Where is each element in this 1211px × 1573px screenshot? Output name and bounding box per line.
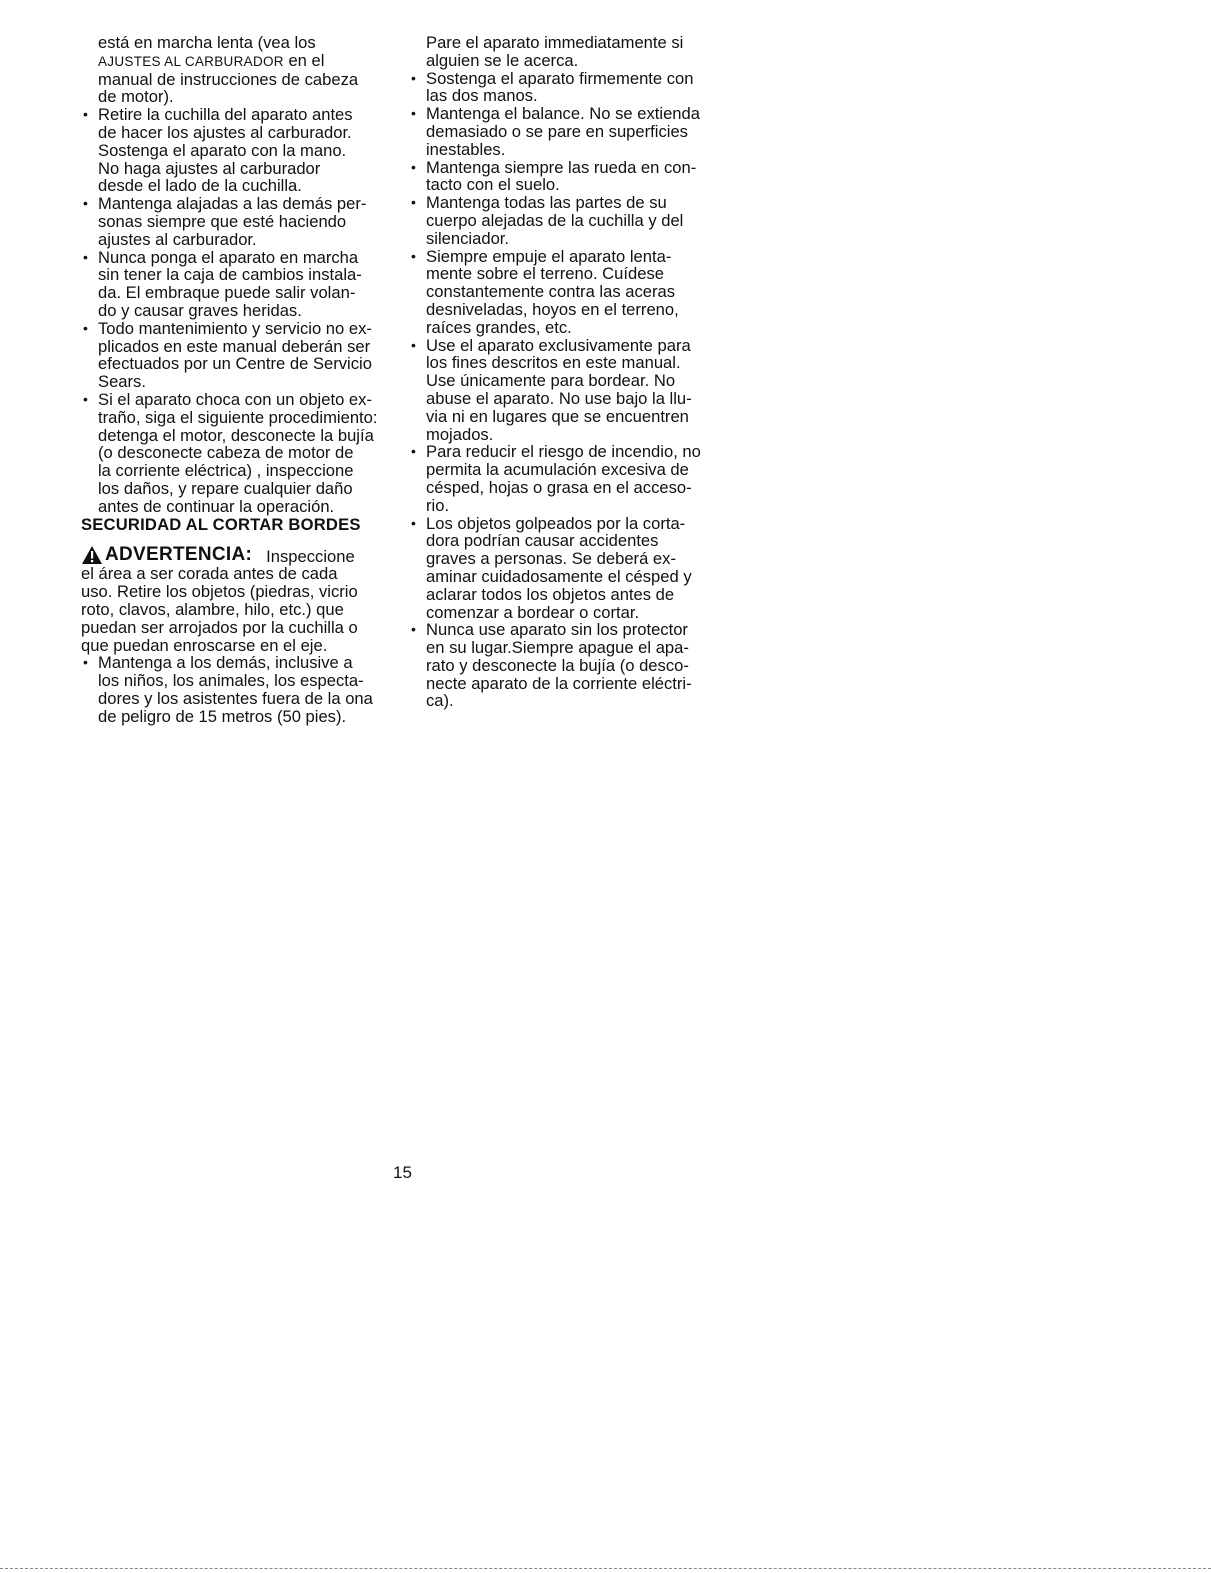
intro-line: AJUSTES AL CARBURADOR en el — [98, 50, 325, 70]
bullet-continuation: No haga ajustes al carburador — [98, 158, 321, 178]
bullet-continuation: dores y los asistentes fuera de la ona — [98, 688, 373, 708]
bullet-continuation: do y causar graves heridas. — [98, 300, 302, 320]
bullet-continuation: de peligro de 15 metros (50 pies). — [98, 706, 347, 726]
bullet-continuation: graves a personas. Se deberá ex- — [426, 549, 676, 569]
bullet-continuation: mente sobre el terreno. Cuídese — [426, 264, 664, 284]
bullet-continuation: tacto con el suelo. — [426, 175, 560, 195]
bullet-continuation: comenzar a bordear o cortar. — [426, 602, 640, 622]
left-column — [81, 34, 381, 725]
warning-line — [81, 545, 381, 565]
bullet-continuation: sin tener la caja de cambios instala- — [98, 265, 362, 285]
warning-text-line: que puedan enroscarse en el eje. — [81, 635, 328, 655]
warning-first-word: Inspeccione — [266, 546, 355, 566]
bullet-item: • Nunca use aparato sin los protector — [409, 621, 729, 639]
bullet-continuation: abuse el aparato. No use bajo la llu- — [426, 388, 692, 408]
warning-text-line: el área a ser corada antes de cada — [81, 564, 338, 584]
bullet-continuation: sonas siempre que esté haciendo — [98, 211, 347, 231]
warning-text-line: puedan ser arrojados por la cuchilla o — [81, 617, 358, 637]
bullet-continuation: los niños, los animales, los especta- — [98, 671, 364, 691]
bullet-continuation: mojados. — [426, 424, 494, 444]
bullet-continuation: ajustes al carburador. — [98, 229, 257, 249]
bullet-continuation: inestables. — [426, 139, 506, 159]
bullet-continuation: Sostenga el aparato con la mano. — [98, 140, 347, 160]
bullet-item: • Mantenga alajadas a las demás per- — [81, 195, 381, 213]
bullet-continuation: detenga el motor, desconecte la bujía — [98, 425, 374, 445]
page-number: 15 — [393, 1163, 412, 1182]
warning-label: ADVERTENCIA: — [105, 544, 253, 566]
bullet-continuation: rio. — [426, 495, 450, 515]
bullet-continuation: aminar cuidadosamente el césped y — [426, 566, 692, 586]
bullet-item: • Mantenga a los demás, inclusive a — [81, 654, 381, 672]
bullet-continuation: permita la acumulación excesiva de — [426, 460, 689, 480]
left-bullet-list-2 — [81, 654, 381, 725]
bullet-continuation: Sears. — [98, 372, 146, 392]
bullet-continuation: las dos manos. — [426, 86, 538, 106]
bullet-item: • Mantenga el balance. No se extienda — [409, 105, 729, 123]
bullet-continuation: desde el lado de la cuchilla. — [98, 176, 302, 196]
bullet-continuation: desniveladas, hoyos en el terreno, — [426, 299, 679, 319]
bullet-continuation: efectuados por un Centre de Servicio — [98, 354, 372, 374]
bullet-item: • Mantenga siempre las rueda en con- — [409, 159, 729, 177]
bullet-continuation: antes de continuar la operación. — [98, 496, 335, 516]
bullet-continuation: silenciador. — [426, 228, 510, 248]
bullet-item: • Mantenga todas las partes de su — [409, 194, 729, 212]
bullet-item: • Para reducir el riesgo de incendio, no — [409, 443, 729, 461]
bullet-continuation: en su lugar.Siempre apague el apa- — [426, 638, 689, 658]
bullet-continuation: demasiado o se pare en superficies — [426, 121, 688, 141]
bullet-item: • Sostenga el aparato firmemente con — [409, 70, 729, 88]
intro-line: Pare el aparato immediatamente si — [426, 33, 684, 52]
bullet-continuation: Use únicamente para bordear. No — [426, 371, 676, 391]
section-heading: SECURIDAD AL CORTAR BORDES — [81, 514, 361, 534]
bullet-item: • Todo mantenimiento y servicio no ex- — [81, 320, 381, 338]
left-bullet-list — [81, 106, 381, 515]
footer-divider — [0, 1568, 1211, 1569]
bullet-continuation: traño, siga el siguiente procedimiento: — [98, 407, 378, 427]
warning-text-line: uso. Retire los objetos (piedras, vicrio — [81, 582, 358, 602]
bullet-continuation: via ni en lugares que se encuentren — [426, 406, 689, 426]
warning-triangle-icon — [81, 545, 103, 565]
bullet-continuation: raíces grandes, etc. — [426, 317, 572, 337]
bullet-continuation: la corriente eléctrica) , inspeccione — [98, 461, 354, 481]
bullet-continuation: constantemente contra las aceras — [426, 282, 676, 302]
bullet-continuation: ca). — [426, 691, 454, 711]
bullet-item: • Nunca ponga el aparato en marcha — [81, 249, 381, 267]
bullet-item: • Siempre empuje el aparato lenta- — [409, 248, 729, 266]
right-bullet-list — [409, 70, 729, 711]
bullet-item: • Use el aparato exclusivamente para — [409, 337, 729, 355]
small-caps-reference: AJUSTES AL CARBURADOR — [98, 53, 284, 69]
bullet-continuation: da. El embraque puede salir volan- — [98, 283, 356, 303]
bullet-continuation: césped, hojas o grasa en el acceso- — [426, 477, 692, 497]
bullet-continuation: dora podrían causar accidentes — [426, 531, 659, 551]
bullet-continuation: rato y desconecte la bujía (o desco- — [426, 655, 689, 675]
bullet-continuation: de hacer los ajustes al carburador. — [98, 122, 352, 142]
bullet-continuation: plicados en este manual deberán ser — [98, 336, 371, 356]
bullet-item: • Si el aparato choca con un objeto ex- — [81, 391, 381, 409]
bullet-continuation: los daños, y repare cualquier daño — [98, 478, 353, 498]
warning-text — [81, 565, 381, 654]
right-column — [409, 34, 729, 710]
intro-line: manual de instrucciones de cabeza — [98, 69, 359, 89]
intro-line: alguien se le acerca. — [426, 50, 579, 70]
bullet-continuation: (o desconecte cabeza de motor de — [98, 443, 354, 463]
bullet-item: • Retire la cuchilla del aparato antes — [81, 106, 381, 124]
bullet-continuation: los fines descritos en este manual. — [426, 353, 681, 373]
bullet-continuation: aclarar todos los objetos antes de — [426, 584, 675, 604]
bullet-continuation: cuerpo alejadas de la cuchilla y del — [426, 210, 684, 230]
bullet-item: • Los objetos golpeados por la corta- — [409, 515, 729, 533]
intro-line: de motor). — [98, 87, 174, 107]
intro-line: está en marcha lenta (vea los — [98, 33, 316, 52]
warning-text-line: roto, clavos, alambre, hilo, etc.) que — [81, 599, 344, 619]
bullet-continuation: necte aparato de la corriente eléctri- — [426, 673, 692, 693]
